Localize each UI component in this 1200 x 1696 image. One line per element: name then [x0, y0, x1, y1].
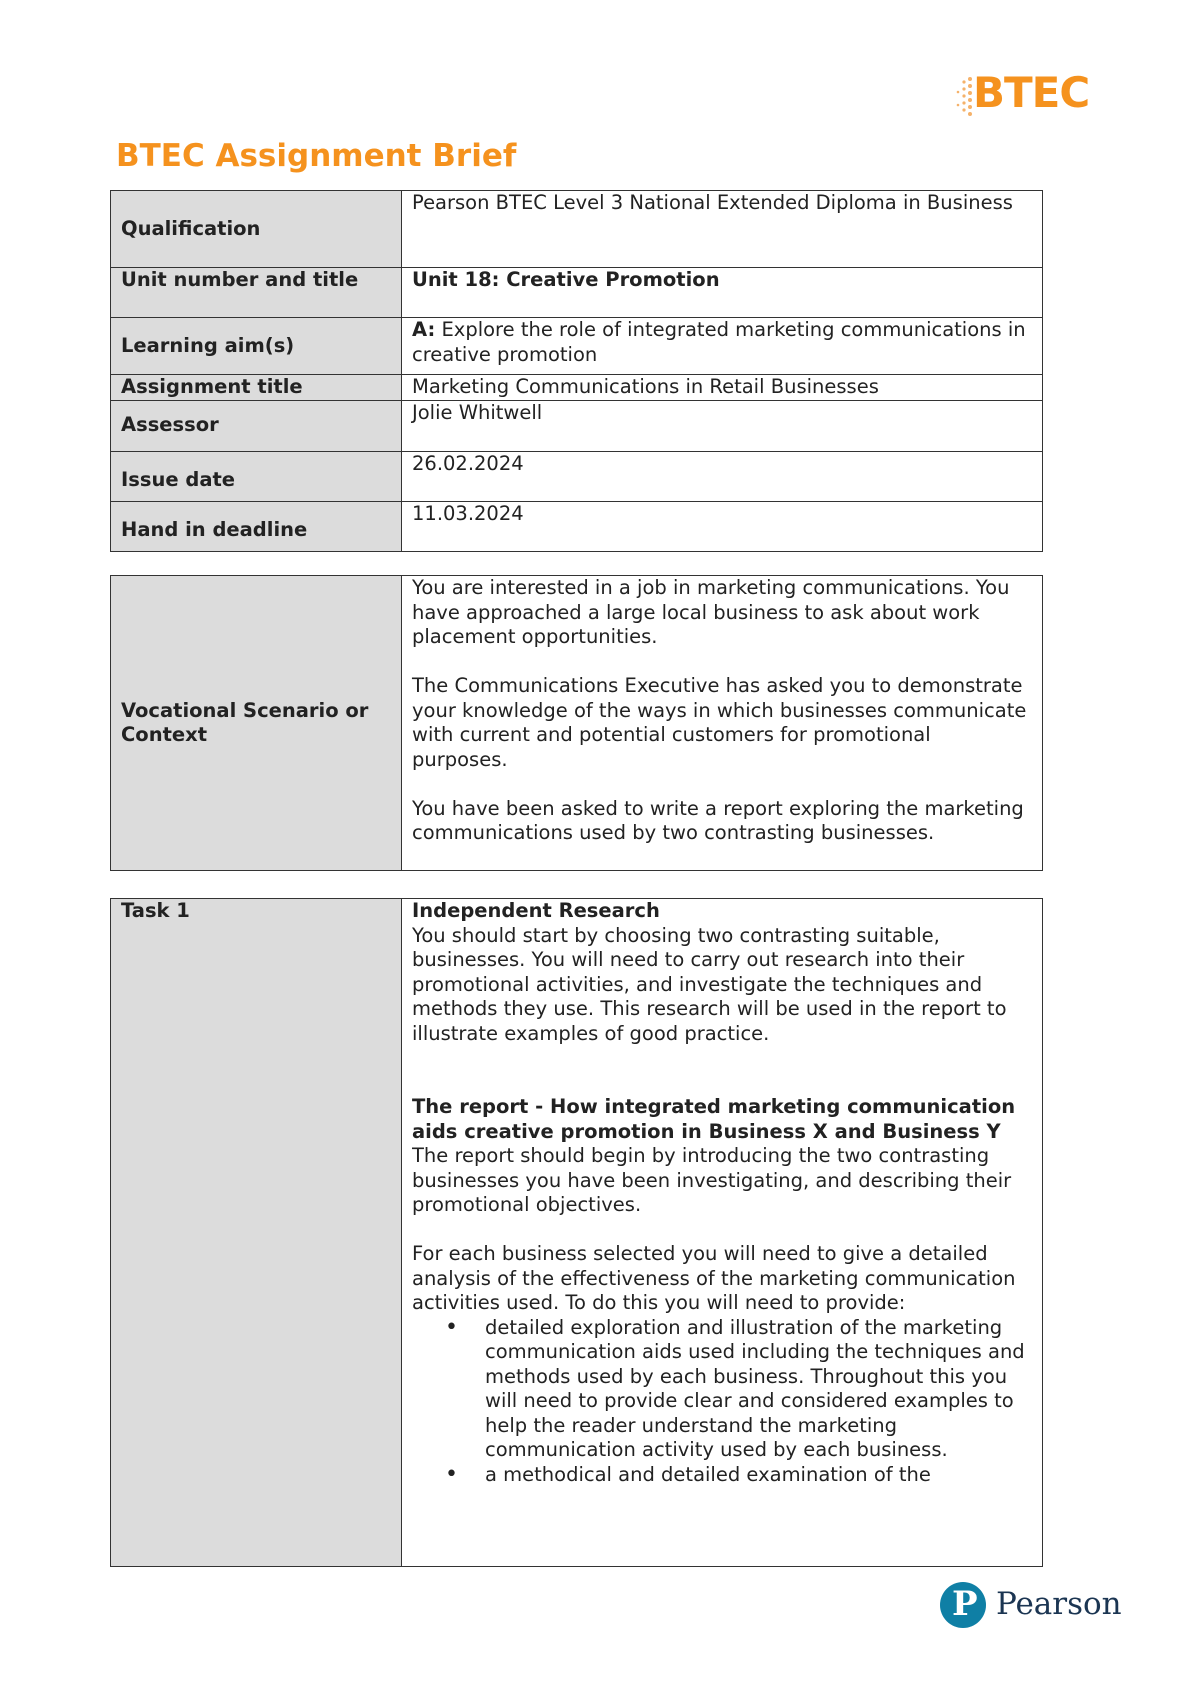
details-row-deadline: [111, 501, 1043, 551]
assignment-title-label: Assignment title: [111, 375, 402, 401]
scenario-text: [402, 576, 1043, 871]
issue-date-label: Issue date: [111, 451, 402, 501]
qualification-value: Pearson BTEC Level 3 National Extended Diploma in Business: [402, 191, 1043, 268]
pearson-logo-text: Pearson: [996, 1586, 1122, 1622]
deadline-value: 11.03.2024: [402, 501, 1043, 551]
task-content: [402, 899, 1043, 1567]
learning-aim-label: Learning aim(s): [111, 318, 402, 375]
task-label: Task 1: [111, 899, 402, 1567]
page-title: BTEC Assignment Brief: [116, 138, 517, 174]
unit-label: Unit number and title: [111, 268, 402, 318]
btec-logo: [950, 70, 1095, 128]
btec-logo-text: BTEC: [973, 68, 1090, 117]
list-item: • detailed exploration and illustration of the marketing communication aids used including the techniques and methods used by each business. Throughout this you will need to provide clear and considered examples to help the reader understand the marketing communication activity used by each business.: [485, 1316, 1032, 1463]
list-item: • a methodical and detailed examination of the: [485, 1463, 1032, 1488]
details-row-learning-aim: [111, 318, 1043, 375]
unit-value: Unit 18: Creative Promotion: [402, 268, 1043, 318]
learning-aim-prefix: A:: [412, 318, 436, 341]
deadline-label: Hand in deadline: [111, 501, 402, 551]
details-row-qualification: [111, 191, 1043, 268]
task-table: [110, 898, 1043, 1567]
btec-logo-dots-icon: [950, 76, 974, 118]
scenario-table: [110, 575, 1043, 871]
task-row: [111, 899, 1043, 1567]
requirements-list: [412, 1316, 1032, 1488]
pearson-logo-icon: P: [940, 1582, 986, 1628]
assessor-label: Assessor: [111, 400, 402, 451]
pearson-logo: [940, 1582, 1122, 1634]
assignment-title-value: Marketing Communications in Retail Businesses: [402, 375, 1043, 401]
details-table: [110, 190, 1043, 552]
details-row-issue-date: [111, 451, 1043, 501]
qualification-label: Qualification: [111, 191, 402, 268]
assessor-value: Jolie Whitwell: [402, 400, 1043, 451]
issue-date-value: 26.02.2024: [402, 451, 1043, 501]
scenario-paragraph: You have been asked to write a report exploring the marketing communications used by two contrasting businesses.: [412, 796, 1024, 844]
task-heading: Independent Research: [412, 899, 660, 922]
task-intro: You should start by choosing two contrasting suitable, businesses. You will need to carry out research into their promotional activities, and investigate the techniques and methods they use. This research will be used in the report to illustrate examples of good practice.: [412, 923, 1007, 1045]
scenario-row: [111, 576, 1043, 871]
report-intro: The report should begin by introducing the two contrasting businesses you have been investigating, and describing their promotional objectives.: [412, 1144, 1012, 1216]
details-row-assignment-title: [111, 375, 1043, 401]
details-row-unit: [111, 268, 1043, 318]
scenario-paragraph: The Communications Executive has asked you to demonstrate your knowledge of the ways in which businesses communicate with current and potential customers for promotional purposes.: [412, 674, 1027, 771]
analysis-intro: For each business selected you will need to give a detailed analysis of the effectiveness of the marketing communication activities used. To do this you will need to provide:: [412, 1242, 1016, 1314]
scenario-paragraph: You are interested in a job in marketing communications. You have approached a large local business to ask about work placement opportunities.: [412, 576, 1010, 648]
learning-aim-text: Explore the role of integrated marketing communications in creative promotion: [412, 318, 1026, 366]
scenario-label: Vocational Scenario or Context: [111, 576, 402, 871]
details-row-assessor: [111, 400, 1043, 451]
report-heading: The report - How integrated marketing communication aids creative promotion in Business X and Business Y: [412, 1095, 1016, 1143]
learning-aim-value: [402, 318, 1043, 375]
